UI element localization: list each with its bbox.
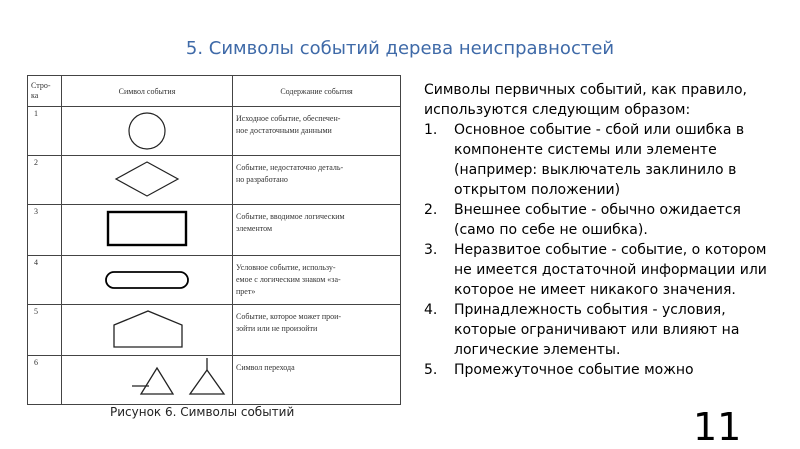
rectangle-icon bbox=[62, 205, 232, 253]
circle-icon bbox=[62, 107, 232, 153]
list-item-text: Принадлежность события - условия, которые ограничивают или влияют на логические элементы. bbox=[454, 302, 740, 358]
table-row bbox=[28, 107, 401, 156]
list-item-text: Основное событие - сбой или ошибка в компоненте системы или элементе (например: выключатель заклинило в открытом положении) bbox=[454, 122, 745, 198]
figure-caption: Рисунок 6. Символы событий bbox=[110, 405, 295, 419]
row-number: 4 bbox=[28, 256, 62, 305]
row-content: Событие, недостаточно деталь- но разработано bbox=[233, 156, 401, 205]
list-item-number: 4. bbox=[424, 302, 438, 318]
row-content: Событие, вводимое логическим элементом bbox=[233, 205, 401, 256]
diamond-icon bbox=[62, 156, 232, 202]
list-item-text: Внешнее событие - обычно ожидается (само по себе не ошибка). bbox=[454, 202, 741, 238]
event-symbols-table bbox=[27, 75, 401, 405]
row-content: Символ перехода bbox=[233, 356, 401, 405]
list-item-number: 5. bbox=[424, 362, 438, 378]
row-number: 3 bbox=[28, 205, 62, 256]
table-row bbox=[28, 305, 401, 356]
page-number: 11 bbox=[693, 405, 742, 449]
row-number: 1 bbox=[28, 107, 62, 156]
event-symbols-table-wrap bbox=[27, 75, 401, 405]
list-item-text: Неразвитое событие - событие, о котором не имеется достаточной информации или которое не имеет никакого значения. bbox=[454, 242, 767, 298]
row-content: Условное событие, использу- емое с логическим знаком «за- прет» bbox=[233, 256, 401, 305]
list-item-text: Промежуточное событие можно bbox=[454, 362, 694, 378]
header-row-number: Стро- ка bbox=[28, 76, 62, 107]
list-item bbox=[424, 200, 776, 240]
list-item bbox=[424, 120, 776, 200]
table-row bbox=[28, 256, 401, 305]
list-item bbox=[424, 240, 776, 300]
header-content: Содержание события bbox=[233, 76, 401, 107]
symbol-cell bbox=[62, 256, 233, 305]
transfer-triangles-icon bbox=[62, 356, 232, 402]
list-item-number: 3. bbox=[424, 242, 438, 258]
intro-paragraph: Символы первичных событий, как правило, используются следующим образом: bbox=[424, 82, 747, 118]
row-number: 2 bbox=[28, 156, 62, 205]
list-item bbox=[424, 300, 776, 360]
list-item bbox=[424, 360, 776, 380]
symbol-cell bbox=[62, 356, 233, 405]
symbol-cell bbox=[62, 305, 233, 356]
event-list bbox=[424, 120, 776, 380]
row-content: Событие, которое может прои- зойти или не произойти bbox=[233, 305, 401, 356]
house-icon bbox=[62, 305, 232, 353]
row-content: Исходное событие, обеспечен- ное достаточными данными bbox=[233, 107, 401, 156]
symbol-cell bbox=[62, 156, 233, 205]
table-row bbox=[28, 156, 401, 205]
symbol-cell bbox=[62, 107, 233, 156]
row-number: 5 bbox=[28, 305, 62, 356]
header-symbol: Символ события bbox=[62, 76, 233, 107]
rounded-rectangle-icon bbox=[62, 256, 232, 302]
table-header-row bbox=[28, 76, 401, 107]
slide-title: 5. Символы событий дерева неисправностей bbox=[185, 38, 615, 59]
table-row bbox=[28, 356, 401, 405]
list-item-number: 1. bbox=[424, 122, 438, 138]
table-row bbox=[28, 205, 401, 256]
symbol-cell bbox=[62, 205, 233, 256]
description-text bbox=[424, 80, 776, 380]
list-item-number: 2. bbox=[424, 202, 438, 218]
row-number: 6 bbox=[28, 356, 62, 405]
